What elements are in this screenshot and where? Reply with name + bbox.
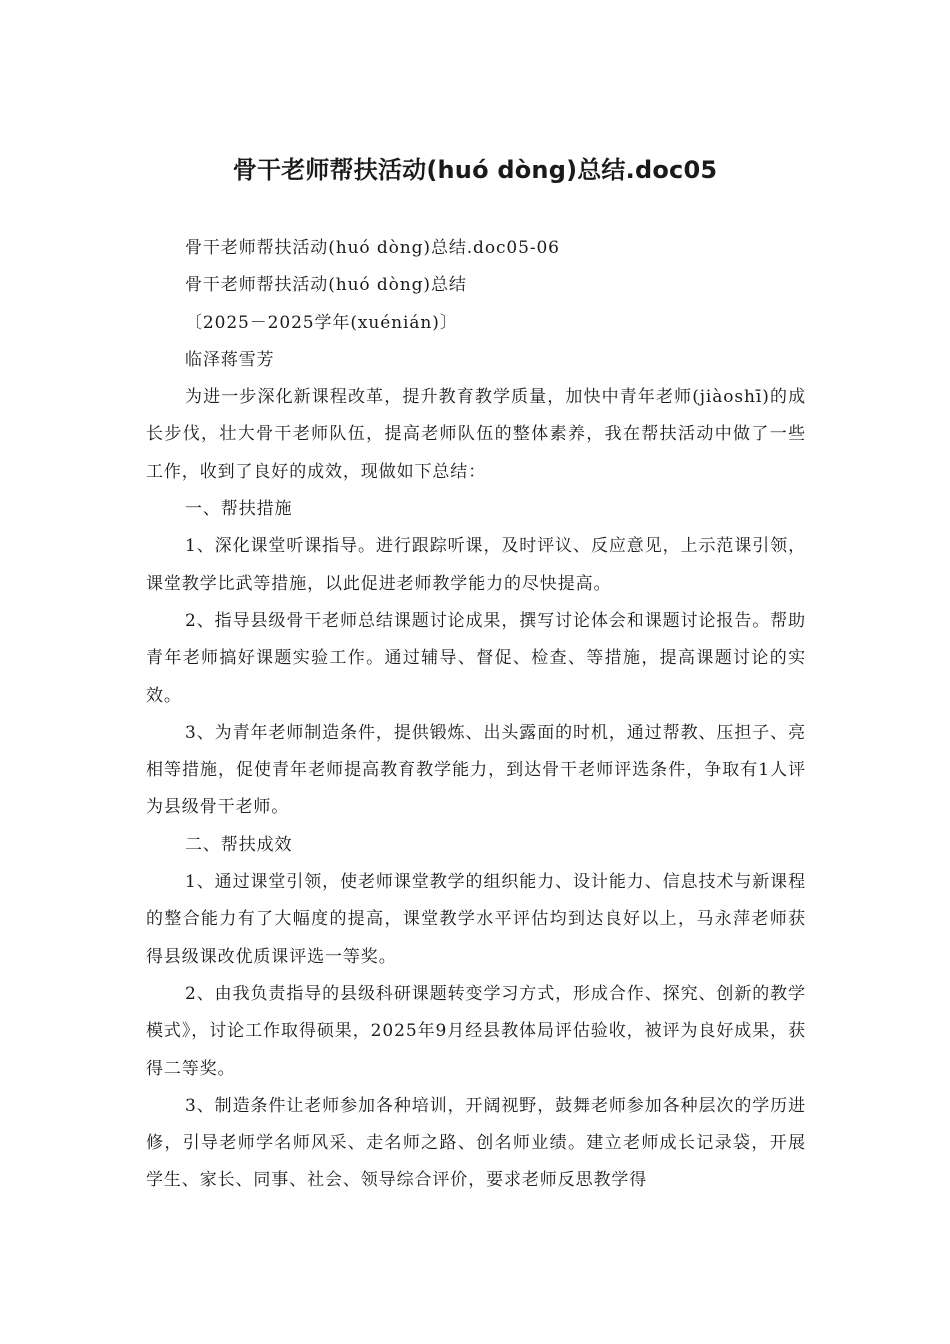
section-heading-results: 二、帮扶成效 [185,834,293,855]
document-title: 骨干老师帮扶活动(huó dòng)总结.doc05 [232,156,718,184]
paragraph-school-year: 〔2025－2025学年(xuénián)〕 [185,312,458,333]
paragraph-measure-3: 3、为青年老师制造条件，提供锻炼、出头露面的时机，通过帮教、压担子、亮相等措施，促使青年老师提高教育教学能力，到达骨干老师评选条件，争取有1人评为县级骨干老师。 [146,722,806,818]
paragraph-measure-2: 2、指导县级骨干老师总结课题讨论成果，撰写讨论体会和课题讨论报告。帮助青年老师搞好课题实验工作。通过辅导、督促、检查、等措施，提高课题讨论的实效。 [146,610,806,706]
paragraph-result-2: 2、由我负责指导的县级科研课题转变学习方式，形成合作、探究、创新的教学模式》，讨论工作取得硕果，2025年9月经县教体局评估验收，被评为良好成果，获得二等奖。 [146,983,806,1079]
paragraph-subtitle: 骨干老师帮扶活动(huó dòng)总结 [185,275,467,296]
section-heading-measures: 一、帮扶措施 [185,499,293,520]
paragraph-subtitle-file: 骨干老师帮扶活动(huó dòng)总结.doc05-06 [185,238,560,258]
paragraph-measure-1: 1、深化课堂听课指导。进行跟踪听课，及时评议、反应意见，上示范课引领，课堂教学比武等措施，以此促进老师教学能力的尽快提高。 [146,536,806,594]
paragraph-author: 临泽蒋雪芳 [185,349,275,370]
paragraph-result-1: 1、通过课堂引领，使老师课堂教学的组织能力、设计能力、信息技术与新课程的整合能力有了大幅度的提高，课堂教学水平评估均到达良好以上，马永萍老师获得县级课改优质课评选一等奖。 [146,872,806,967]
paragraph-intro: 为进一步深化新课程改革，提升教育教学质量，加快中青年老师(jiàoshī)的成长步伐，壮大骨干老师队伍，提高老师队伍的整体素养，我在帮扶活动中做了一些工作，收到了良好的成效，现做如下总结： [146,387,806,482]
document-body [146,230,806,1200]
paragraph-result-3: 3、制造条件让老师参加各种培训，开阔视野，鼓舞老师参加各种层次的学历进修，引导老师学名师风采、走名师之路、创名师业绩。建立老师成长记录袋，开展学生、家长、同事、社会、领导综合评价，要求老师反思教学得 [146,1095,806,1191]
